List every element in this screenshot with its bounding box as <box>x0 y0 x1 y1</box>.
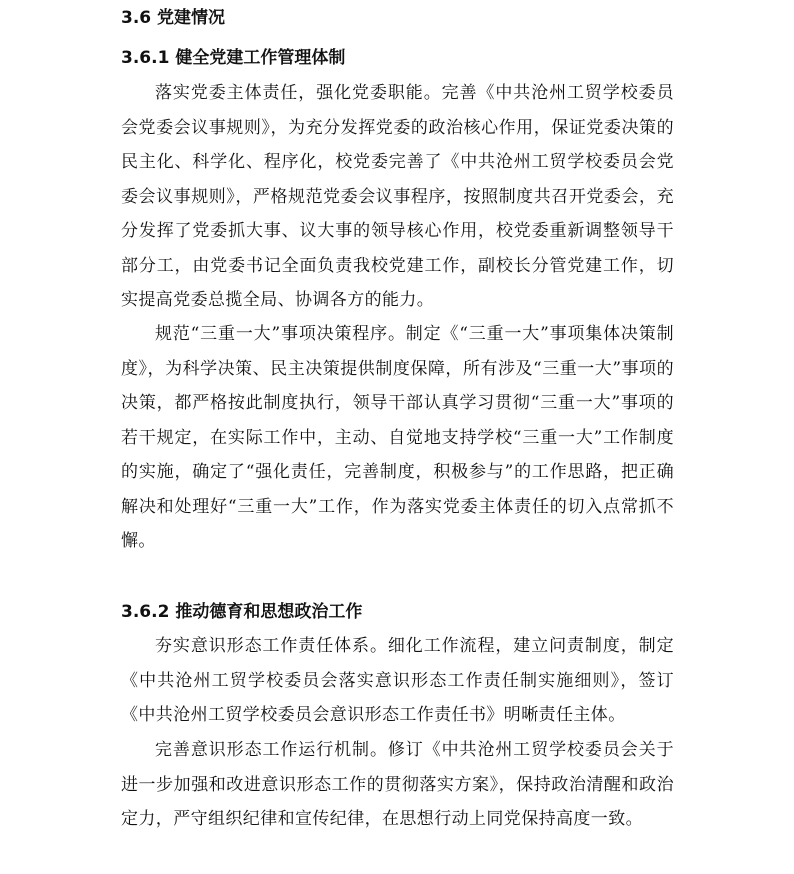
paragraph-ideology-responsibility: 夯实意识形态工作责任体系。细化工作流程，建立问责制度，制定《中共沧州工贸学校委员会落实意识形态工作责任制实施细则》，签订《中共沧州工贸学校委员会意识形态工作责任书》明晰责任主体。 <box>121 636 674 725</box>
section-heading-3-6: 3.6 党建情况 <box>121 8 226 28</box>
subsection-heading-3-6-2: 3.6.2 推动德育和思想政治工作 <box>121 602 363 622</box>
paragraph-three-major-one-large: 规范“三重一大”事项决策程序。制定《“三重一大”事项集体决策制度》，为科学决策、民主决策提供制度保障，所有涉及“三重一大”事项的决策，都严格按此制度执行，领导干部认真学习贯彻“三重一大”事项的若干规定，在实际工作中，主动、自觉地支持学校“三重一大”工作制度的实施，确定了“强化责任，完善制度，积极参与”的工作思路，把正确解决和处理好“三重一大”工作，作为落实党委主体责任的切入点常抓不懈。 <box>121 324 674 551</box>
paragraph-party-committee-responsibility: 落实党委主体责任，强化党委职能。完善《中共沧州工贸学校委员会党委会议事规则》，为充分发挥党委的政治核心作用，保证党委决策的民主化、科学化、程序化，校党委完善了《中共沧州工贸学校委员会党委会议事规则》，严格规范党委会议事程序，按照制度共召开党委会，充分发挥了党委抓大事、议大事的领导核心作用，校党委重新调整领导干部分工，由党委书记全面负责我校党建工作，副校长分管党建工作，切实提高党委总揽全局、协调各方的能力。 <box>121 83 674 310</box>
paragraph-ideology-mechanism: 完善意识形态工作运行机制。修订《中共沧州工贸学校委员会关于进一步加强和改进意识形态工作的贯彻落实方案》，保持政治清醒和政治定力，严守组织纪律和宣传纪律，在思想行动上同党保持高度一致。 <box>121 740 674 829</box>
subsection-heading-3-6-1: 3.6.1 健全党建工作管理体制 <box>121 48 346 68</box>
